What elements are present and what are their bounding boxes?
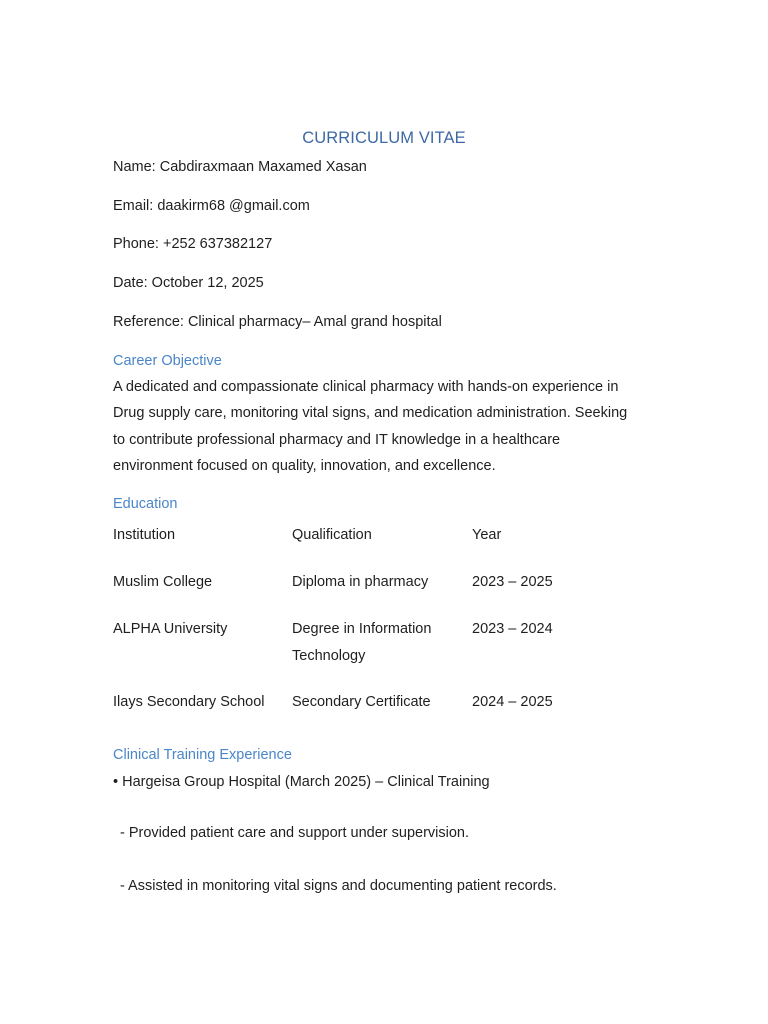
column-header-institution: Institution bbox=[113, 527, 176, 543]
column-header-qualification: Qualification bbox=[292, 527, 372, 543]
phone-line: Phone: +252 637382127 bbox=[113, 236, 273, 252]
name-line: Name: Cabdiraxmaan Maxamed Xasan bbox=[113, 159, 367, 175]
objective-line: to contribute professional pharmacy and IT knowledge in a healthcare bbox=[113, 431, 561, 448]
objective-line: environment focused on quality, innovation, and excellence. bbox=[113, 458, 496, 475]
institution-cell: Ilays Secondary School bbox=[113, 694, 265, 710]
year-cell: 2024 – 2025 bbox=[472, 694, 553, 710]
training-detail: - Assisted in monitoring vital signs and documenting patient records. bbox=[120, 878, 557, 894]
document-title: CURRICULUM VITAE bbox=[302, 129, 466, 147]
qualification-cell: Degree in Information Technology bbox=[292, 621, 432, 664]
objective-line: A dedicated and compassionate clinical pharmacy with hands-on experience in bbox=[113, 379, 619, 395]
year-cell: 2023 – 2024 bbox=[472, 621, 553, 637]
objective-line: Drug supply care, monitoring vital signs, and medication administration. Seeking bbox=[113, 405, 628, 422]
clinical-training-heading: Clinical Training Experience bbox=[113, 747, 292, 763]
year-cell: 2023 – 2025 bbox=[472, 574, 553, 590]
education-heading: Education bbox=[113, 496, 178, 512]
career-objective-text bbox=[113, 374, 658, 480]
date-line: Date: October 12, 2025 bbox=[113, 275, 264, 291]
qualification-cell: Secondary Certificate bbox=[292, 694, 431, 710]
institution-cell: Muslim College bbox=[113, 574, 213, 590]
reference-line: Reference: Clinical pharmacy– Amal grand hospital bbox=[113, 314, 442, 330]
column-header-year: Year bbox=[472, 527, 502, 543]
training-entry: • Hargeisa Group Hospital (March 2025) – Clinical Training bbox=[113, 774, 490, 790]
email-line: Email: daakirm68 @gmail.com bbox=[113, 198, 310, 214]
qualification-cell: Diploma in pharmacy bbox=[292, 574, 429, 590]
career-objective-heading: Career Objective bbox=[113, 353, 222, 369]
training-detail: - Provided patient care and support under supervision. bbox=[120, 825, 470, 841]
institution-cell: ALPHA University bbox=[113, 621, 228, 637]
